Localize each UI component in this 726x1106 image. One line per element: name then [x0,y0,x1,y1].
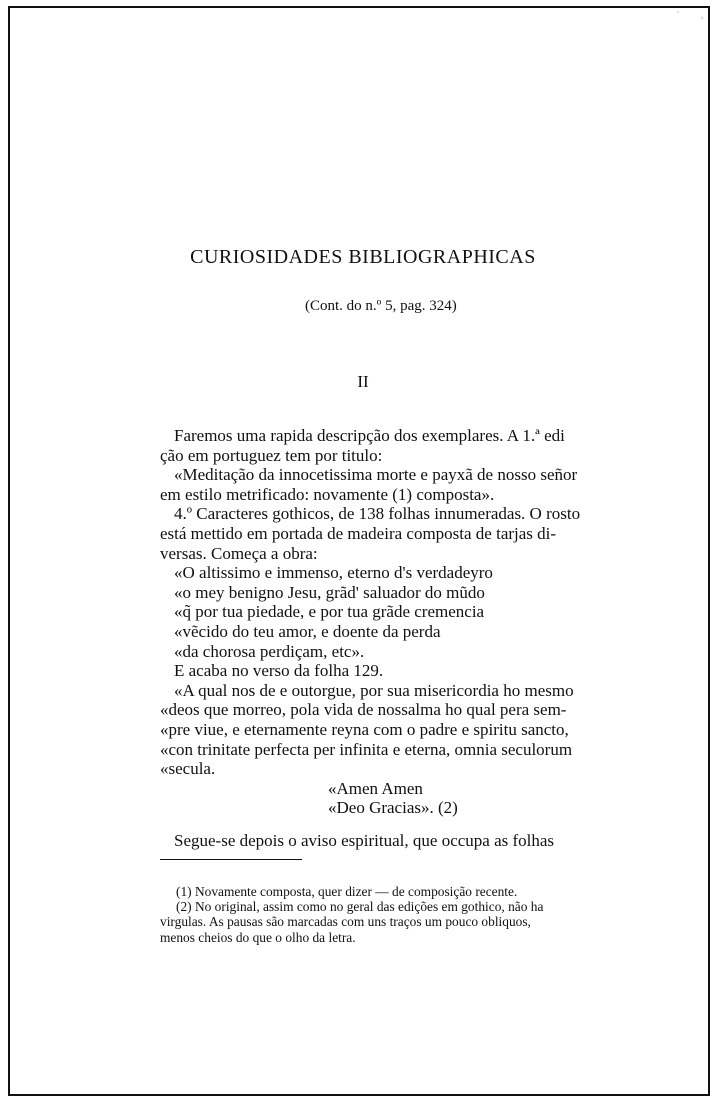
text-line: Segue-se depois o aviso espiritual, que occupa as folhas [174,830,555,850]
text-line: ção em portuguez tem por titulo: [160,445,383,465]
text-line: está mettido em portada de madeira composta de tarjas di- [160,523,557,543]
closing-line: «Amen Amen [328,778,423,798]
closing-line: «Deo Gracias». (2) [328,798,458,818]
text-line: «A qual nos de e outorgue, por sua misericordia ho mesmo [174,680,574,700]
text-line: «secula. [160,759,216,779]
footnote-separator [160,859,302,860]
footnote-line: menos cheios do que o olho da letra. [160,929,356,945]
footnote-line: (1) Novamente composta, quer dizer — de composição recente. [176,884,518,899]
verse-line: «q̃ por tua piedade, e por tua grãde cremencia [174,602,485,622]
text-line: «con trinitate perfecta per infinita e eterna, omnia seculorum [160,739,573,759]
footnote-line: virgulas. As pausas são marcadas com uns traços um pouco obliquos, [160,914,531,930]
text-line: versas. Começa a obra: [160,543,318,563]
verse-line: «vẽcido do teu amor, e doente da perda [174,621,441,641]
text-line: em estilo metrificado: novamente (1) composta». [160,484,495,504]
section-number: II [357,372,369,391]
text-line: «Meditação da innocetissima morte e payxã de nosso señor [174,465,578,485]
main-text [160,426,628,850]
verse-line: «o mey benigno Jesu, grãd' saluador do mũdo [174,582,485,602]
text-line: «deos que morreo, pola vida de nossalma ho qual pera sem- [160,700,567,720]
verse-line: «da chorosa perdiçam, etc». [174,641,365,661]
verse-line: «O altissimo e immenso, eterno d's verdadeyro [174,563,493,583]
continuation-note: (Cont. do n.º 5, pag. 324) [305,298,457,314]
text-line: «pre viue, e eternamente reyna com o padre e spiritu sancto, [160,719,569,739]
footnote-line: (2) No original, assim como no geral das edições em gothico, não ha [176,899,544,915]
page-title: CURIOSIDADES BIBLIOGRAPHICAS [190,246,536,268]
scan-noise [660,0,720,30]
text-line: Faremos uma rapida descripção dos exemplares. A 1.ª edi [174,426,565,445]
footnotes [160,884,628,945]
text-line: E acaba no verso da folha 129. [174,661,384,681]
text-line: 4.º Caracteres gothicos, de 138 folhas innumeradas. O rosto [174,504,581,524]
